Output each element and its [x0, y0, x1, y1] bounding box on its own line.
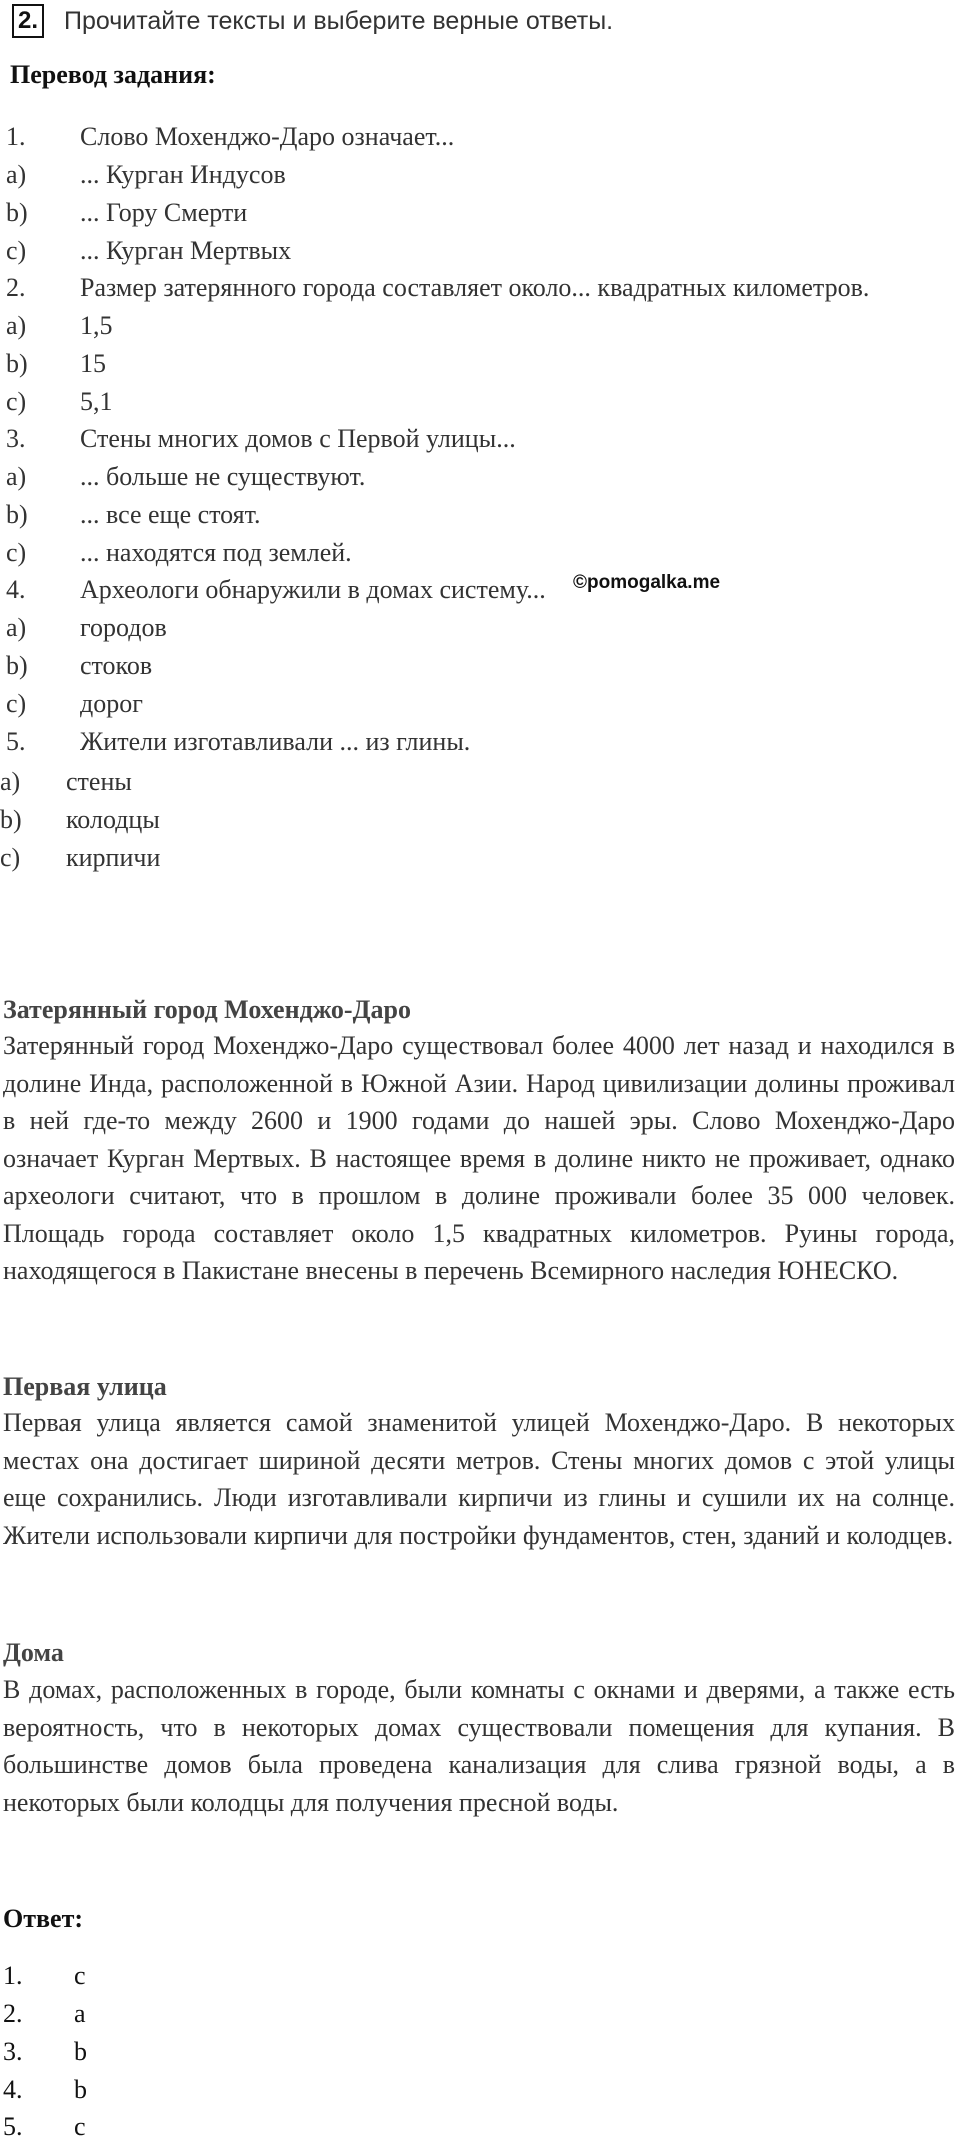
row-text: Стены многих домов с Первой улицы... — [80, 424, 516, 453]
row-text: дорог — [80, 689, 143, 718]
option-row — [6, 311, 113, 341]
section-title-houses: Дома — [3, 1638, 64, 1667]
row-marker: c) — [0, 843, 21, 872]
section-text-houses: В домах, расположенных в городе, были комнаты с окнами и дверями, а также есть вероятность, что в некоторых домах существовали помещения для купания. В большинстве домов была проведена канализация для слива грязной воды, а в некоторых были колодцы для получения пресной воды. — [3, 1675, 955, 1817]
answer-value: a — [74, 1999, 86, 2028]
option-row — [6, 689, 143, 719]
task-number: 2. — [12, 4, 44, 38]
answer-marker: 4. — [3, 2075, 23, 2104]
answer-marker: 5. — [3, 2112, 23, 2141]
row-marker: b) — [6, 500, 28, 529]
row-text: 5,1 — [80, 387, 113, 416]
answer-value: c — [74, 1961, 86, 1990]
option-row — [6, 160, 286, 190]
question-row-4 — [6, 575, 546, 605]
answer-value: c — [74, 2112, 86, 2141]
row-marker: a) — [6, 311, 27, 340]
option-row — [6, 198, 247, 228]
watermark-text: ©pomogalka.me — [573, 572, 721, 593]
row-text: Жители изготавливали ... из глины. — [80, 727, 471, 756]
option-row — [6, 651, 152, 681]
answer-row — [3, 1961, 86, 1991]
row-marker: b) — [6, 349, 28, 378]
answer-marker: 1. — [3, 1961, 23, 1990]
row-text: ... все еще стоят. — [80, 500, 261, 529]
answer-marker: 2. — [3, 1999, 23, 2028]
option-row — [6, 349, 106, 379]
option-row — [6, 613, 167, 643]
row-marker: 3. — [6, 424, 26, 453]
section-title-lost-city: Затерянный город Мохенджо-Даро — [3, 995, 411, 1024]
row-text: Археологи обнаружили в домах систему... — [80, 575, 546, 604]
row-text: ... Гору Смерти — [80, 198, 248, 227]
row-text: 15 — [80, 349, 106, 378]
option-row — [0, 843, 160, 873]
task-header — [12, 4, 613, 38]
row-text: ... больше не существуют. — [80, 462, 366, 491]
row-marker: 5. — [6, 727, 26, 756]
row-marker: c) — [6, 236, 27, 265]
answer-row — [3, 1999, 86, 2029]
section-text-lost-city: Затерянный город Мохенджо-Даро существовал более 4000 лет назад и находился в долине Инда, расположенной в Южной Азии. Народ цивилизации долины проживал в ней где-то между 2600 и 1900 годами до нашей эры. Слово Мохенджо-Даро означает Курган Мертвых. В настоящее время в долине никто не проживает, однако археологи считают, что в прошлом в долине проживали более 35 000 человек. Площадь города составляет около 1,5 квадратных километров. Руины города, находящегося в Пакистане внесены в перечень Всемирного наследия ЮНЕСКО. — [3, 1031, 955, 1285]
question-row-1 — [6, 122, 454, 152]
row-text: кирпичи — [66, 843, 161, 872]
row-marker: 4. — [6, 575, 26, 604]
option-row — [6, 462, 365, 492]
row-marker: b) — [0, 805, 22, 834]
row-text: колодцы — [66, 805, 160, 834]
translation-heading: Перевод задания: — [10, 60, 216, 89]
option-row — [6, 538, 352, 568]
section-title-first-street: Первая улица — [3, 1372, 167, 1401]
option-row — [6, 500, 261, 530]
row-marker: c) — [6, 689, 27, 718]
answer-value: b — [74, 2037, 87, 2066]
answer-marker: 3. — [3, 2037, 23, 2066]
task-instruction: Прочитайте тексты и выберите верные ответы. — [64, 6, 614, 35]
row-text: ... Курган Индусов — [80, 160, 286, 189]
row-marker: a) — [6, 462, 27, 491]
row-text: городов — [80, 613, 167, 642]
question-row-2 — [6, 273, 869, 303]
row-marker: c) — [6, 538, 27, 567]
row-marker: a) — [0, 767, 21, 796]
section-text-first-street: Первая улица является самой знаменитой улицей Мохенджо-Даро. В некоторых местах она достигает шириной десяти метров. Стены многих домов с этой улицы еще сохранились. Люди изготавливали кирпичи из глины и сушили их на солнце. Жители использовали кирпичи для постройки фундаментов, стен, зданий и колодцев. — [3, 1408, 955, 1550]
option-row — [6, 387, 113, 417]
row-text: стены — [66, 767, 132, 796]
row-text: ... Курган Мертвых — [80, 236, 292, 265]
question-row-3 — [6, 424, 516, 454]
row-marker: a) — [6, 160, 27, 189]
answer-row — [3, 2075, 87, 2105]
answer-heading: Ответ: — [3, 1904, 84, 1933]
option-row — [0, 805, 160, 835]
row-text: Размер затерянного города составляет около... квадратных километров. — [80, 273, 870, 302]
answer-row — [3, 2112, 86, 2142]
row-marker: a) — [6, 613, 27, 642]
row-text: стоков — [80, 651, 153, 680]
answer-row — [3, 2037, 87, 2067]
row-marker: c) — [6, 387, 27, 416]
row-text: Слово Мохенджо-Даро означает... — [80, 122, 455, 151]
row-marker: b) — [6, 198, 28, 227]
option-row — [6, 236, 291, 266]
row-marker: 1. — [6, 122, 26, 151]
row-text: ... находятся под землей. — [80, 538, 352, 567]
row-marker: b) — [6, 651, 28, 680]
answer-value: b — [74, 2075, 87, 2104]
row-marker: 2. — [6, 273, 26, 302]
question-row-5 — [6, 727, 470, 757]
option-row — [0, 767, 132, 797]
row-text: 1,5 — [80, 311, 113, 340]
